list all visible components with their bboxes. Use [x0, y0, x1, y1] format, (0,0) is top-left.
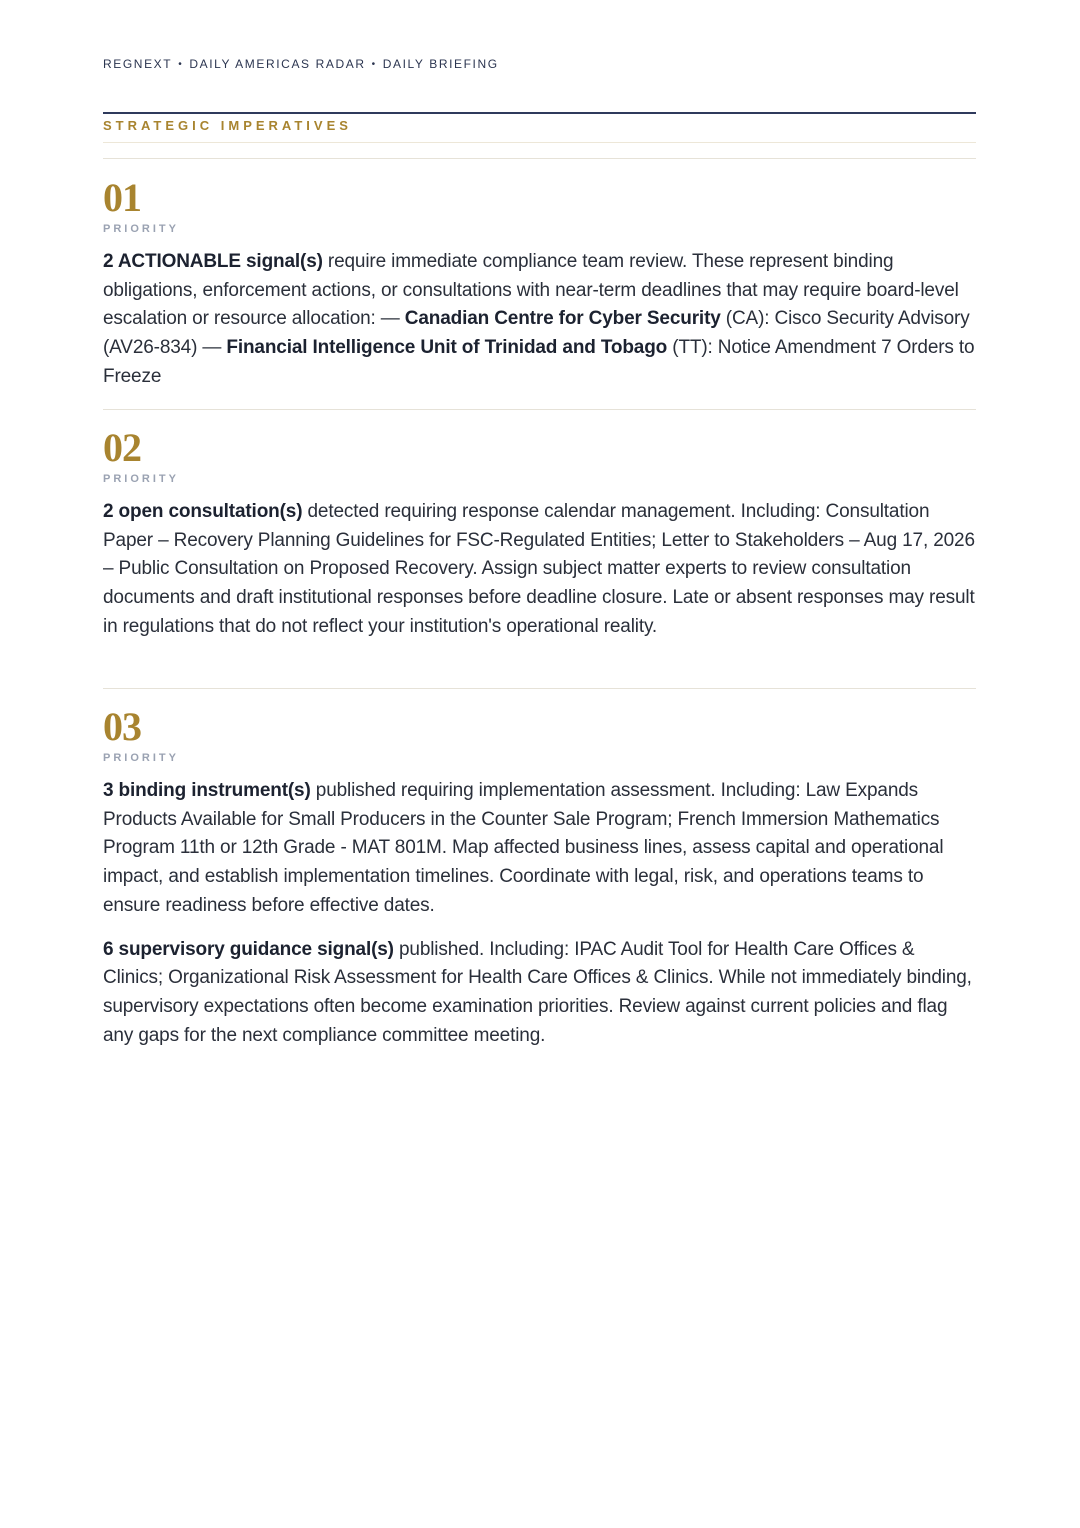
priority-item-01 — [103, 175, 976, 392]
organization-name: Financial Intelligence Unit of Trinidad and Tobago — [226, 337, 668, 359]
priority-text: require immediate compliance team review. These represent binding obligations, enforcement actions, or consultations with near-term deadlines that may require board-level escalation or resource allocation: — — [103, 251, 959, 330]
priority-body — [103, 936, 976, 1051]
priority-kicker: PRIORITY — [103, 752, 179, 764]
priority-number: 02 — [103, 425, 141, 470]
priority-text: published requiring implementation assessment. Including: Law Expands Products Available for Small Producers in the Counter Sale Program; French Immersion Mathematics Program 11th or 12th Grade - MAT 801M. Map affected business lines, assess capital and operational impact, and establish implementation timelines. Coordinate with legal, risk, and operations teams to ensure readiness before effective dates. — [103, 780, 944, 916]
priority-text: detected requiring response calendar management. Including: Consultation Paper – Recovery Planning Guidelines for FSC-Regulated Entities; Letter to Stakeholders – Aug 17, 2026 – Public Consultation on Proposed Recovery. Assign subject matter experts to review consultation documents and draft institutional responses before deadline closure. Late or absent responses may result in regulations that do not reflect your institution's operational reality. — [103, 501, 975, 637]
priority-number: 01 — [103, 175, 141, 220]
header-edition: DAILY BRIEFING — [382, 57, 499, 71]
priority-body — [103, 248, 976, 392]
priority-item-02 — [103, 425, 976, 642]
priority-lead: 6 supervisory guidance signal(s) — [103, 938, 394, 960]
header-separator: • — [178, 59, 184, 70]
section-rule — [103, 158, 976, 159]
priority-lead: 2 open consultation(s) — [103, 501, 303, 522]
priority-divider — [103, 688, 976, 689]
header-separator: • — [371, 59, 377, 70]
priority-text: (CA): Cisco Security Advisory (AV26-834) — — [103, 308, 970, 359]
section-title: STRATEGIC IMPERATIVES — [103, 118, 352, 133]
priority-lead: 2 ACTIONABLE signal(s) — [103, 251, 323, 272]
priority-text: published. Including: IPAC Audit Tool for Health Care Offices & Clinics; Organizational Risk Assessment for Health Care Offices & Clinics. While not immediately binding, supervisory expectations often become examination priorities. Review against current policies and flag any gaps for the next compliance committee meeting. — [103, 938, 972, 1046]
section-top-rule — [103, 112, 976, 114]
section-rule — [103, 142, 976, 143]
organization-name: Canadian Centre for Cyber Security — [404, 308, 721, 330]
priority-lead: 3 binding instrument(s) — [103, 780, 311, 801]
priority-number: 03 — [103, 704, 141, 749]
priority-item-03 — [103, 704, 976, 1050]
priority-divider — [103, 409, 976, 410]
header-product: DAILY AMERICAS RADAR — [189, 57, 366, 71]
priority-kicker: PRIORITY — [103, 223, 179, 235]
header-brand: REGNEXT — [103, 57, 173, 71]
priority-body — [103, 777, 976, 921]
running-header — [103, 57, 499, 71]
priority-text: (TT): Notice Amendment 7 Orders to Freeze — [103, 337, 975, 387]
priority-body — [103, 498, 976, 642]
priority-kicker: PRIORITY — [103, 473, 179, 485]
